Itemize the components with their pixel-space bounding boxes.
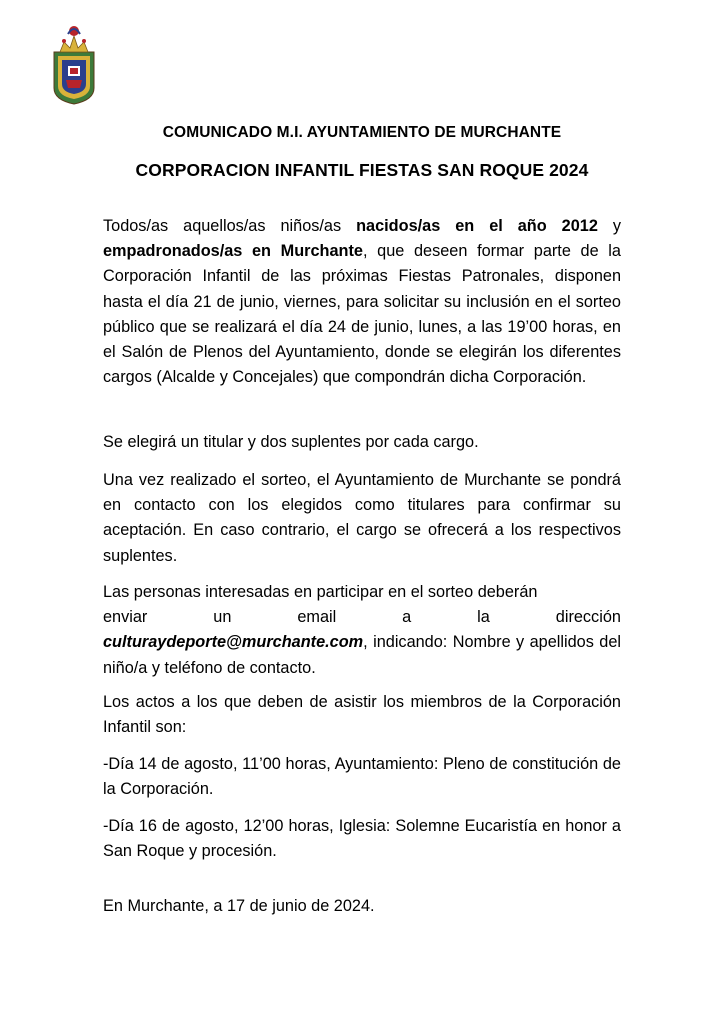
paragraph-events-intro: Los actos a los que deben de asistir los miembros de la Corporación Infantil son: (103, 693, 621, 737)
application-word: enviar (103, 608, 148, 627)
paragraph-eligibility-details: , que deseen formar parte de la Corporación Infantil de las próximas Fiestas Patronales, disponen hasta el día 21 de junio, viernes, para solicitar su inclusión en el sorteo público que se realizará el día 24 de junio, lunes, a las 19’00 horas, en el Salón de Plenos del Ayuntamiento, donde se elegirán los diferentes cargos (Alcalde y Concejales) que compondrán dicha Corporación. (103, 242, 621, 387)
application-instructions: , indicando: Nombre y apellidos del niño/a y teléfono de contacto. (103, 633, 621, 677)
application-word: email (297, 608, 337, 627)
contact-email-link[interactable]: culturaydeporte@murchante.com (103, 633, 364, 652)
application-line-2 (103, 605, 621, 630)
application-line-3 (103, 630, 621, 680)
paragraph-positions: Se elegirá un titular y dos suplentes por cada cargo. (103, 433, 479, 451)
application-word: a (402, 608, 412, 627)
closing-date: En Murchante, a 17 de junio de 2024. (103, 897, 375, 915)
application-word: dirección (555, 608, 621, 627)
municipal-crest-logo (50, 22, 98, 106)
event-item: -Día 14 de agosto, 11’00 horas, Ayuntamiento: Pleno de constitución de la Corporación. (103, 755, 621, 799)
paragraph-eligibility-conjunction: y (597, 217, 622, 235)
census-requirement: empadronados/as en Murchante (103, 242, 363, 261)
paragraph-application (103, 580, 621, 681)
event-item: -Día 16 de agosto, 12’00 horas, Iglesia: Solemne Eucaristía en honor a San Roque y procesión. (103, 817, 621, 861)
paragraph-contact: Una vez realizado el sorteo, el Ayuntamiento de Murchante se pondrá en contacto con los elegidos como titulares para confirmar su aceptación. En caso contrario, el cargo se ofrecerá a los respectivos suplentes. (103, 471, 621, 565)
birth-year-requirement: nacidos/as en el año 2012 (356, 217, 598, 235)
application-word: un (213, 608, 232, 627)
paragraph-eligibility (103, 214, 621, 390)
document-title: COMUNICADO M.I. AYUNTAMIENTO DE MURCHANTE (162, 124, 562, 141)
application-line-1: Las personas interesadas en participar en el sorteo deberán (103, 583, 538, 601)
paragraph-eligibility-lead: Todos/as aquellos/as niños/as (103, 217, 357, 235)
document-subtitle: CORPORACION INFANTIL FIESTAS SAN ROQUE 2024 (135, 160, 589, 180)
application-word: la (477, 608, 490, 627)
